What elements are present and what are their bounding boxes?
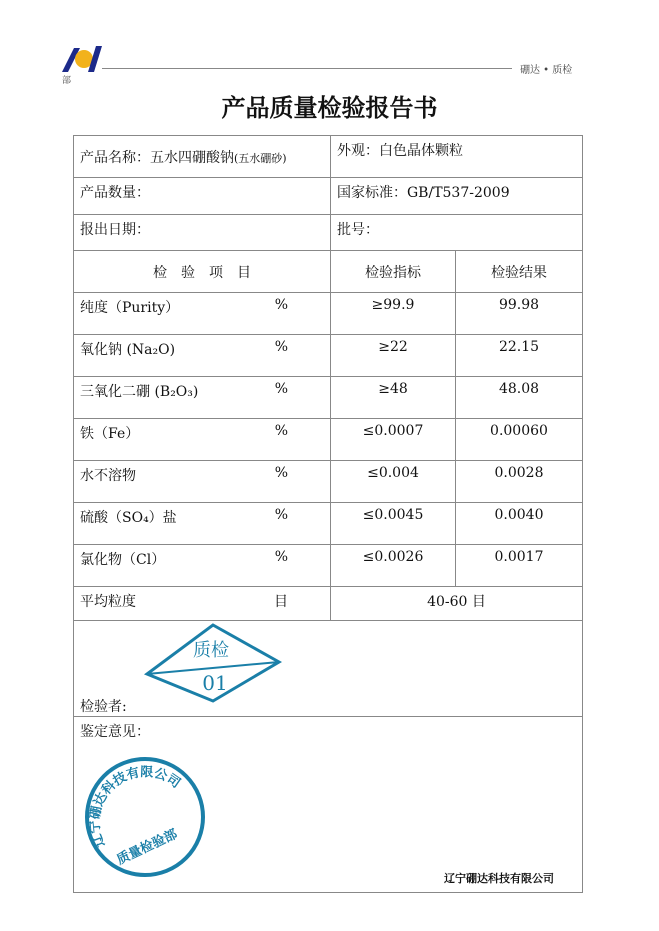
item-cell bbox=[74, 335, 331, 377]
item-cell bbox=[74, 377, 331, 419]
item-unit: % bbox=[274, 381, 288, 397]
page-title: 产品质量检验报告书 bbox=[221, 94, 438, 122]
product-name-note: (五水硼砂) bbox=[234, 151, 287, 165]
inspector-stamp bbox=[143, 622, 283, 704]
item-cell bbox=[74, 419, 331, 461]
table-row bbox=[74, 545, 583, 587]
inspector-label: 检验者: bbox=[80, 699, 127, 715]
standard-cell: 国家标准：GB/T537-2009 bbox=[331, 178, 583, 215]
svg-text:质量检验部: 质量检验部 bbox=[114, 826, 180, 868]
header-spec: 检验指标 bbox=[331, 251, 456, 293]
company-name: 辽宁硼达科技有限公司 bbox=[444, 872, 554, 885]
item-cell bbox=[74, 293, 331, 335]
granularity-item-cell bbox=[74, 587, 331, 621]
svg-text:辽宁硼达科技有限公司: 辽宁硼达科技有限公司 bbox=[87, 765, 183, 850]
header-dept-text: 部 bbox=[62, 76, 72, 86]
item-unit: % bbox=[274, 507, 288, 523]
item-cell bbox=[74, 503, 331, 545]
result-cell: 0.0028 bbox=[456, 461, 583, 503]
header-right-text: 硼达 • 质检 bbox=[520, 65, 573, 76]
item-name: 氯化物（Cl） bbox=[80, 552, 166, 568]
appearance-cell: 外观：白色晶体颗粒 bbox=[331, 136, 583, 178]
date-cell: 报出日期： bbox=[74, 215, 331, 251]
item-name: 水不溶物 bbox=[80, 468, 136, 484]
item-unit: % bbox=[274, 465, 288, 481]
spec-cell: ≤0.004 bbox=[331, 461, 456, 503]
item-name: 铁（Fe） bbox=[80, 426, 140, 442]
result-cell: 48.08 bbox=[456, 377, 583, 419]
item-name: 氧化钠 (Na₂O) bbox=[80, 342, 176, 358]
granularity-unit: 目 bbox=[274, 594, 288, 610]
header-item: 检 验 项 目 bbox=[74, 251, 331, 293]
granularity-value: 40-60 目 bbox=[331, 587, 583, 621]
header-result: 检验结果 bbox=[456, 251, 583, 293]
svg-text:质检: 质检 bbox=[193, 640, 229, 661]
company-seal bbox=[83, 755, 207, 879]
spec-cell: ≥22 bbox=[331, 335, 456, 377]
result-cell: 0.0017 bbox=[456, 545, 583, 587]
item-unit: % bbox=[274, 549, 288, 565]
product-name-cell bbox=[74, 136, 331, 178]
svg-text:01: 01 bbox=[202, 671, 228, 695]
table-row bbox=[74, 293, 583, 335]
header-rule bbox=[102, 68, 512, 69]
item-unit: % bbox=[274, 423, 288, 439]
result-cell: 0.0040 bbox=[456, 503, 583, 545]
result-cell: 0.00060 bbox=[456, 419, 583, 461]
batch-cell: 批号： bbox=[331, 215, 583, 251]
item-cell bbox=[74, 461, 331, 503]
item-unit: % bbox=[274, 339, 288, 355]
item-name: 硫酸（SO₄）盐 bbox=[80, 510, 177, 526]
spec-cell: ≤0.0045 bbox=[331, 503, 456, 545]
spec-cell: ≥99.9 bbox=[331, 293, 456, 335]
item-name: 三氧化二硼 (B₂O₃) bbox=[80, 384, 199, 400]
table-row bbox=[74, 377, 583, 419]
result-cell: 99.98 bbox=[456, 293, 583, 335]
result-cell: 22.15 bbox=[456, 335, 583, 377]
table-row bbox=[74, 503, 583, 545]
spec-cell: ≥48 bbox=[331, 377, 456, 419]
item-cell bbox=[74, 545, 331, 587]
product-name: 产品名称：五水四硼酸钠 bbox=[80, 149, 234, 166]
quantity-cell: 产品数量： bbox=[74, 178, 331, 215]
opinion-label: 鉴定意见： bbox=[80, 724, 150, 740]
spec-cell: ≤0.0007 bbox=[331, 419, 456, 461]
spec-cell: ≤0.0026 bbox=[331, 545, 456, 587]
table-row bbox=[74, 419, 583, 461]
table-row bbox=[74, 335, 583, 377]
company-logo-icon bbox=[60, 44, 102, 74]
granularity-item: 平均粒度 bbox=[80, 594, 136, 610]
item-name: 纯度（Purity） bbox=[80, 300, 180, 316]
item-unit: % bbox=[274, 297, 288, 313]
table-row bbox=[74, 461, 583, 503]
